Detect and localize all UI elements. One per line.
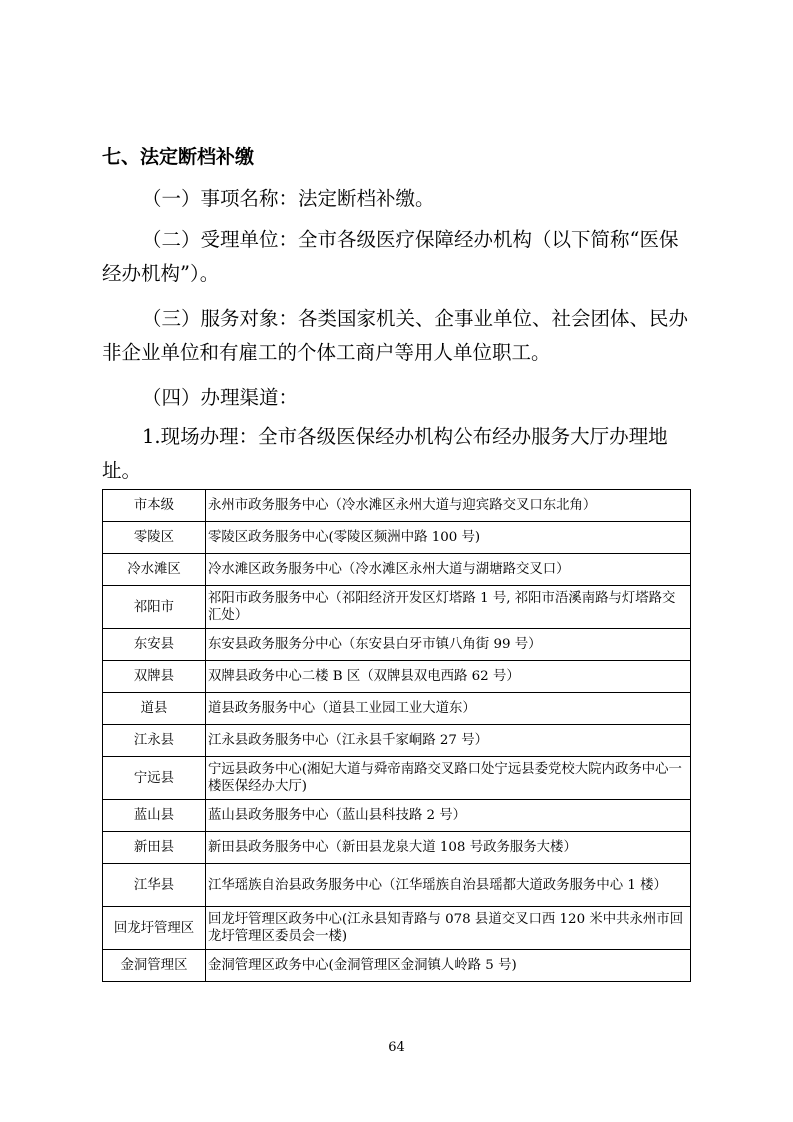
address-cell: 回龙圩管理区政务中心(江永县知青路与 078 县道交叉口西 120 米中共永州市回龙圩管理区委员会一楼)	[206, 907, 691, 950]
region-cell: 新田县	[103, 832, 206, 864]
address-cell: 新田县政务服务中心（新田县龙泉大道 108 号政务服务大楼）	[206, 832, 691, 864]
region-cell: 零陵区	[103, 522, 206, 554]
table-row	[103, 950, 691, 982]
region-cell: 道县	[103, 693, 206, 725]
address-cell: 道县政务服务中心（道县工业园工业大道东）	[206, 693, 691, 725]
table-row	[103, 629, 691, 661]
onsite-paragraph: 1.现场办理：全市各级医保经办机构公布经办服务大厅办理地址。	[102, 425, 668, 482]
table-row	[103, 864, 691, 907]
address-cell: 江永县政务服务中心（江永县千家峒路 27 号）	[206, 725, 691, 757]
table-row	[103, 725, 691, 757]
region-cell: 回龙圩管理区	[103, 907, 206, 950]
table-row	[103, 800, 691, 832]
table-row	[103, 554, 691, 586]
table-row	[103, 490, 691, 522]
channel-paragraph: （四）办理渠道：	[142, 386, 299, 409]
address-cell: 双牌县政务中心二楼 B 区（双牌县双电西路 62 号）	[206, 661, 691, 693]
address-cell: 冷水滩区政务服务中心（冷水滩区永州大道与湖塘路交叉口）	[206, 554, 691, 586]
region-cell: 江华县	[103, 864, 206, 907]
region-cell: 市本级	[103, 490, 206, 522]
region-cell: 江永县	[103, 725, 206, 757]
service-target-paragraph: （三）服务对象：各类国家机关、企事业单位、社会团体、民办非企业单位和有雇工的个体工商户等用人单位职工。	[102, 307, 689, 364]
table-row	[103, 693, 691, 725]
table-row	[103, 586, 691, 629]
region-cell: 宁远县	[103, 757, 206, 800]
address-cell: 东安县政务服务分中心（东安县白牙市镇八角街 99 号）	[206, 629, 691, 661]
address-cell: 零陵区政务服务中心(零陵区频洲中路 100 号)	[206, 522, 691, 554]
region-cell: 双牌县	[103, 661, 206, 693]
table-row	[103, 757, 691, 800]
address-cell: 江华瑶族自治县政务服务中心（江华瑶族自治县瑶都大道政务服务中心 1 楼）	[206, 864, 691, 907]
region-cell: 蓝山县	[103, 800, 206, 832]
service-hall-table	[102, 489, 691, 982]
table-row	[103, 907, 691, 950]
table-row	[103, 661, 691, 693]
item-name-paragraph: （一）事项名称：法定断档补缴。	[142, 187, 435, 210]
table-row	[103, 522, 691, 554]
accepting-unit-paragraph: （二）受理单位：全市各级医疗保障经办机构（以下简称“医保经办机构”）。	[102, 228, 679, 285]
region-cell: 东安县	[103, 629, 206, 661]
address-cell: 金洞管理区政务中心(金洞管理区金洞镇人岭路 5 号)	[206, 950, 691, 982]
region-cell: 金洞管理区	[103, 950, 206, 982]
address-cell: 宁远县政务中心(湘妃大道与舜帝南路交叉路口处宁远县委党校大院内政务中心一楼医保经办大厅)	[206, 757, 691, 800]
section-heading: 七、法定断档补缴	[102, 146, 255, 168]
address-cell: 蓝山县政务服务中心（蓝山县科技路 2 号）	[206, 800, 691, 832]
region-cell: 冷水滩区	[103, 554, 206, 586]
table-row	[103, 832, 691, 864]
page-number: 64	[388, 1040, 405, 1055]
address-cell: 永州市政务服务中心（冷水滩区永州大道与迎宾路交叉口东北角）	[206, 490, 691, 522]
region-cell: 祁阳市	[103, 586, 206, 629]
address-cell: 祁阳市政务服务中心（祁阳经济开发区灯塔路 1 号, 祁阳市浯溪南路与灯塔路交汇处）	[206, 586, 691, 629]
